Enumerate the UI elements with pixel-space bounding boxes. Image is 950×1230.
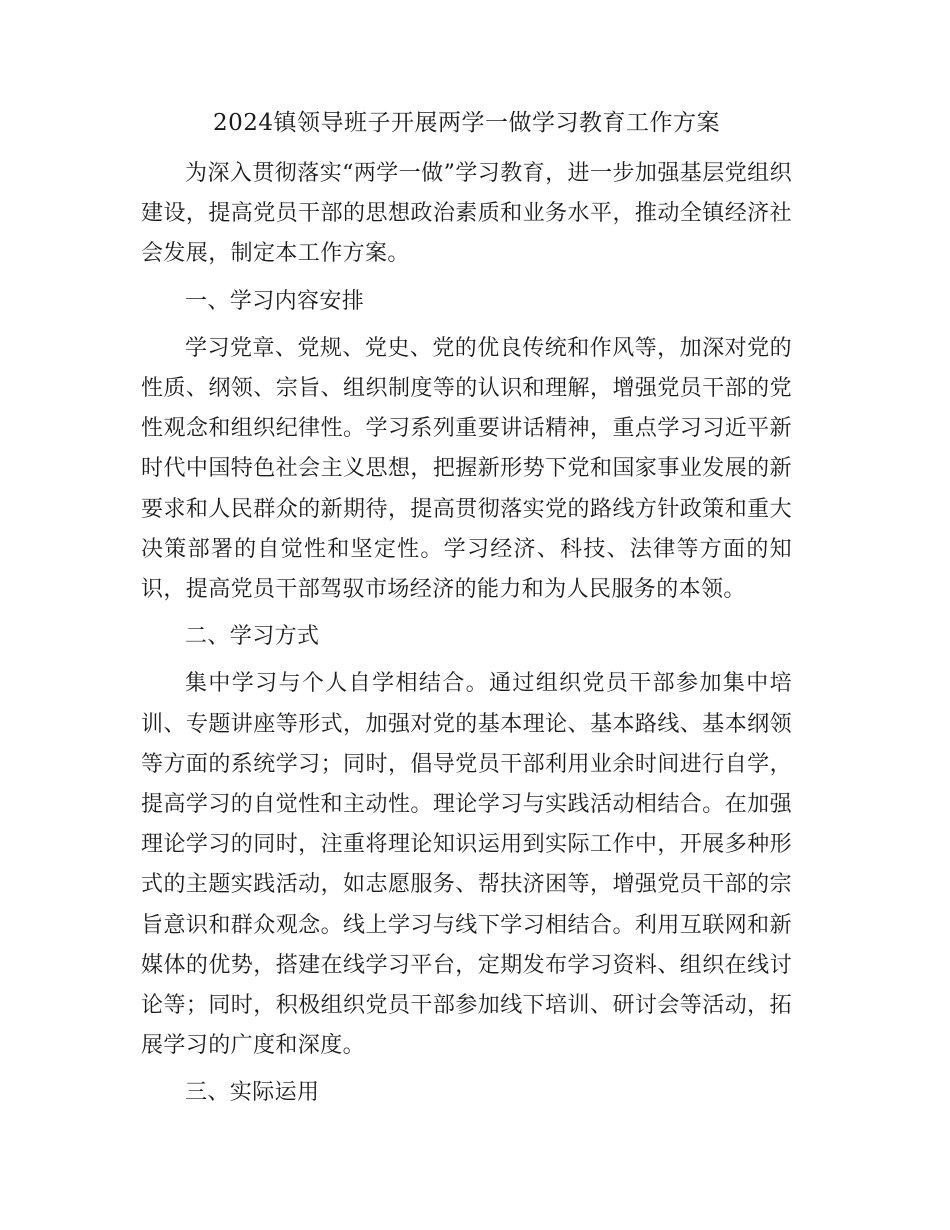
section-paragraph-method: 集中学习与个人自学相结合。通过组织党员干部参加集中培训、专题讲座等形式，加强对党的基本理论、基本路线、基本纲领等方面的系统学习；同时，倡导党员干部利用业余时间进行自学，提高学习的自觉性和主动性。理论学习与实践活动相结合。在加强理论学习的同时，注重将理论知识运用到实际工作中，开展多种形式的主题实践活动，如志愿服务、帮扶济困等，增强党员干部的宗旨意识和群众观念。线上学习与线下学习相结合。利用互联网和新媒体的优势，搭建在线学习平台，定期发布学习资料、组织在线讨论等；同时，积极组织党员干部参加线下培训、研讨会等活动，拓展学习的广度和深度。: [141, 671, 792, 1059]
section-heading-content: 一、学习内容安排: [185, 288, 365, 314]
section-heading-method: 二、学习方式: [185, 624, 320, 650]
section-heading-application: 三、实际运用: [185, 1080, 320, 1106]
intro-paragraph: 为深入贯彻落实“两学一做”学习教育，进一步加强基层党组织建设，提高党员干部的思想政治素质和业务水平，推动全镇经济社会发展，制定本工作方案。: [141, 161, 792, 267]
document-title: 2024镇领导班子开展两学一做学习教育工作方案: [212, 110, 721, 136]
section-paragraph-content: 学习党章、党规、党史、党的优良传统和作风等，加深对党的性质、纲领、宗旨、组织制度等的认识和理解，增强党员干部的党性观念和组织纪律性。学习系列重要讲话精神，重点学习习近平新时代中国特色社会主义思想，把握新形势下党和国家事业发展的新要求和人民群众的新期待，提高贯彻落实党的路线方针政策和重大决策部署的自觉性和坚定性。学习经济、科技、法律等方面的知识，提高党员干部驾驭市场经济的能力和为人民服务的本领。: [141, 335, 792, 603]
